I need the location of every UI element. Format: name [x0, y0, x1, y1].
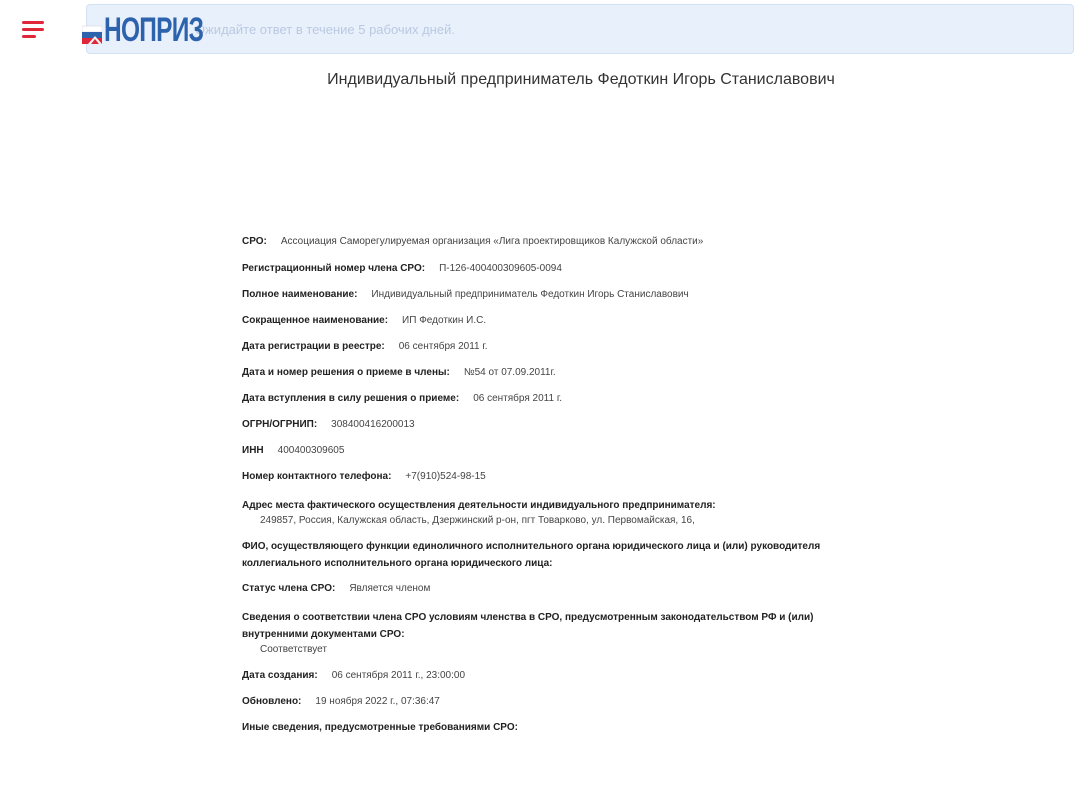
- detail-value: 400400309605: [277, 445, 345, 456]
- notice-text: Ожидайте ответ в течение 5 рабочих дней.: [195, 22, 455, 37]
- detail-value: Соответствует: [260, 644, 327, 655]
- detail-value: №54 от 07.09.2011г.: [463, 367, 556, 378]
- flag-icon: [82, 16, 102, 44]
- detail-row-decision: [242, 367, 556, 378]
- detail-value: 06 сентября 2011 г., 23:00:00: [331, 670, 466, 681]
- detail-value: 06 сентября 2011 г.: [473, 393, 563, 404]
- detail-value: 249857, Россия, Калужская область, Дзержинский р-он, пгт Товарково, ул. Первомайская, 16,: [260, 515, 695, 526]
- detail-value: Ассоциация Саморегулируемая организация «Лига проектировщиков Калужской области»: [280, 236, 704, 247]
- top-bar: [0, 0, 1085, 62]
- detail-row-other: [242, 722, 518, 733]
- detail-label: Статус члена СРО:: [242, 583, 336, 594]
- detail-row-effective: [242, 393, 562, 404]
- detail-row-address: [242, 497, 892, 526]
- detail-row-compliance: [242, 609, 872, 655]
- detail-value: ИП Федоткин И.С.: [402, 315, 487, 326]
- detail-value: 06 сентября 2011 г.: [398, 341, 488, 352]
- detail-label: ФИО, осуществляющего функции единоличного исполнительного органа юридического лица и (или) руководителя коллегиального исполнительного органа юридического лица:: [242, 541, 821, 569]
- detail-label: Сокращенное наименование:: [242, 315, 389, 326]
- detail-label: ОГРН/ОГРНИП:: [242, 419, 318, 430]
- detail-label: Сведения о соответствии члена СРО условиям членства в СРО, предусмотренным законодательством РФ и (или) внутренними документами СРО:: [242, 612, 814, 640]
- detail-row-reg-date: [242, 341, 488, 352]
- page-title: Индивидуальный предприниматель Федоткин Игорь Станиславович: [327, 71, 835, 88]
- detail-label: Номер контактного телефона:: [242, 471, 392, 482]
- detail-row-status: [242, 583, 430, 594]
- detail-label: СРО:: [242, 236, 267, 247]
- detail-label: Полное наименование:: [242, 289, 358, 300]
- detail-row-inn: [242, 445, 344, 456]
- detail-row-reg-number: [242, 263, 562, 274]
- detail-label: Дата создания:: [242, 670, 318, 681]
- detail-label: Дата и номер решения о приеме в члены:: [242, 367, 450, 378]
- detail-label: Адрес места фактического осуществления деятельности индивидуального предпринимателя:: [242, 500, 716, 511]
- detail-row-sro: [242, 236, 703, 247]
- logo-text: НОПРИЗ: [104, 11, 204, 49]
- detail-value: П-126-400400309605-0094: [439, 263, 562, 274]
- detail-row-director: [242, 538, 892, 572]
- logo[interactable]: [82, 12, 242, 48]
- detail-row-short-name: [242, 315, 486, 326]
- detail-row-full-name: [242, 289, 689, 300]
- detail-row-updated: [242, 696, 440, 707]
- detail-label: Иные сведения, предусмотренные требованиями СРО:: [242, 722, 518, 733]
- detail-label: Регистрационный номер члена СРО:: [242, 263, 426, 274]
- detail-row-phone: [242, 471, 486, 482]
- detail-value: +7(910)524-98-15: [405, 471, 486, 482]
- detail-value: 19 ноября 2022 г., 07:36:47: [315, 696, 440, 707]
- detail-label: Дата регистрации в реестре:: [242, 341, 385, 352]
- detail-row-created: [242, 670, 465, 681]
- detail-value: 308400416200013: [331, 419, 415, 430]
- detail-label: ИНН: [242, 445, 264, 456]
- detail-label: Обновлено:: [242, 696, 302, 707]
- detail-row-ogrn: [242, 419, 415, 430]
- hamburger-menu-icon[interactable]: [22, 19, 46, 39]
- detail-label: Дата вступления в силу решения о приеме:: [242, 393, 460, 404]
- detail-value: Является членом: [349, 583, 431, 594]
- detail-value: Индивидуальный предприниматель Федоткин Игорь Станиславович: [371, 289, 689, 300]
